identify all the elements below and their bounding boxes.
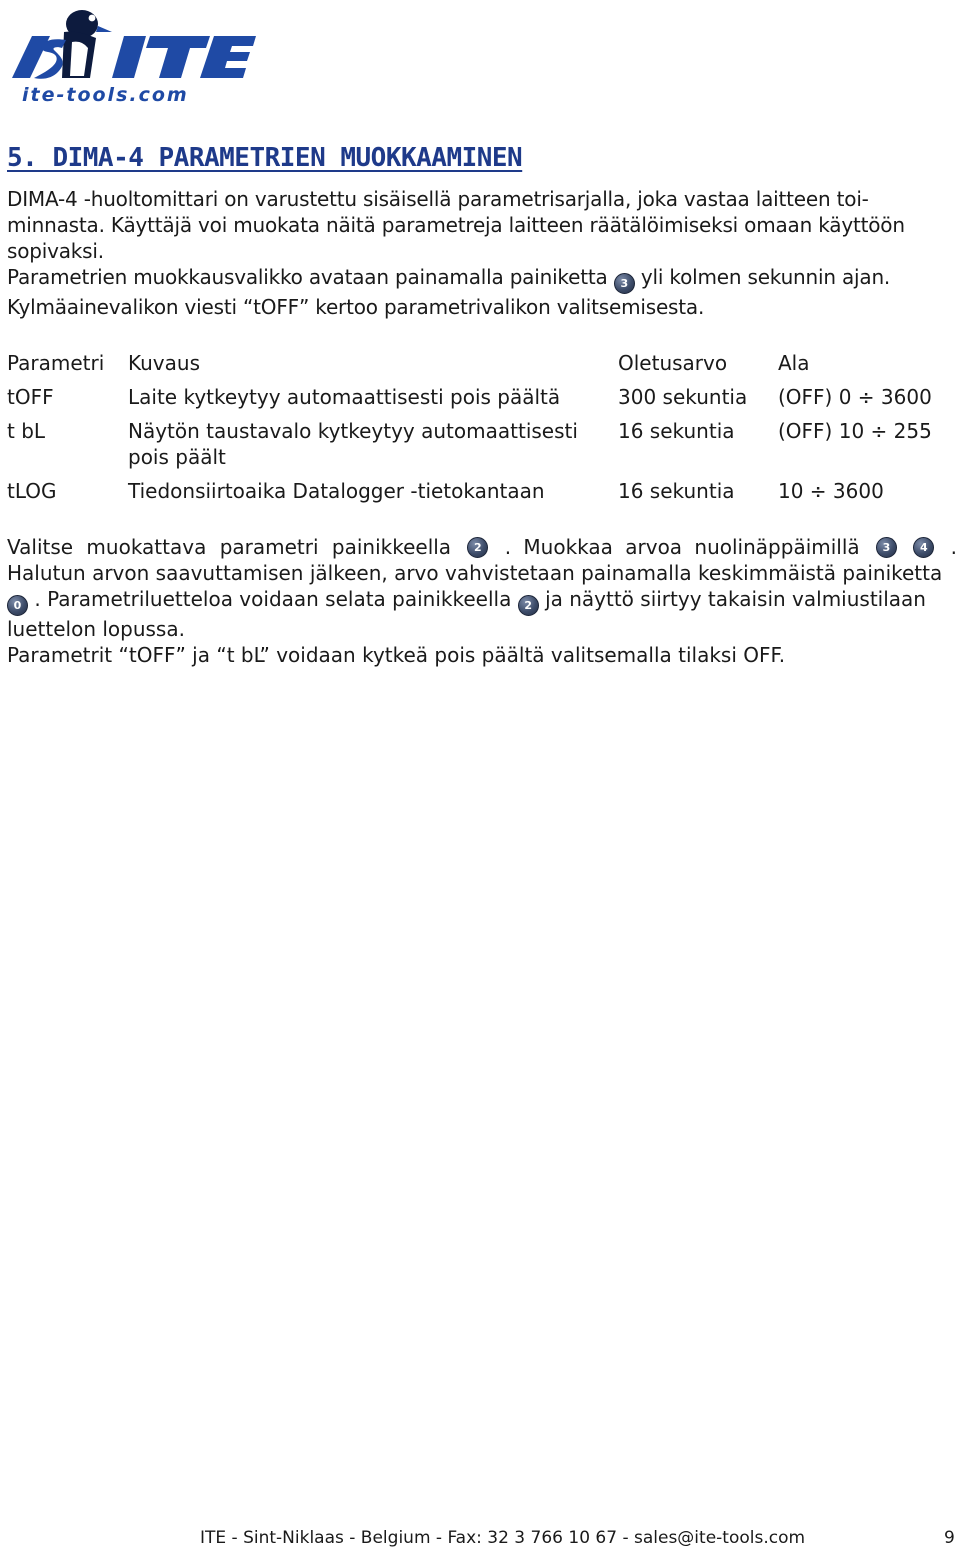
header-oletusarvo: Oletusarvo bbox=[618, 351, 728, 375]
logo-url: ite-tools.com bbox=[22, 84, 189, 106]
param-description: Laite kytkeytyy automaattisesti pois päältä bbox=[128, 385, 561, 409]
table-header-row bbox=[7, 350, 958, 384]
parameter-table bbox=[7, 350, 958, 512]
intro-line-4 bbox=[7, 264, 957, 294]
intro-line-4-start: Parametrien muokkausvalikko avataan painamalla painiketta bbox=[7, 265, 608, 289]
ite-logo-graphic bbox=[6, 2, 256, 86]
button-3-icon: 3 bbox=[876, 537, 897, 558]
param-description: Tiedonsiirtoaika Datalogger -tietokantaan bbox=[128, 479, 545, 503]
instructions-line-1-a: Valitse muokattava parametri painikkeella bbox=[7, 535, 452, 559]
button-0-icon: 0 bbox=[7, 595, 28, 616]
instructions-line-1 bbox=[7, 534, 957, 560]
param-range: (OFF) 0 ÷ 3600 bbox=[778, 385, 932, 409]
instructions-line-1-c: . bbox=[950, 535, 957, 559]
button-2-icon: 2 bbox=[467, 537, 488, 558]
table-row bbox=[7, 384, 958, 418]
instructions-paragraph bbox=[7, 534, 957, 668]
header-ala: Ala bbox=[778, 351, 810, 375]
instructions-line-1-b: . Muokkaa arvoa nuolinäppäimillä bbox=[504, 535, 860, 559]
param-name: t bL bbox=[7, 419, 46, 443]
button-2-icon: 2 bbox=[518, 595, 539, 616]
param-name: tLOG bbox=[7, 479, 57, 503]
intro-line-2: minnasta. Käyttäjä voi muokata näitä parametreja laitteen räätälöimiseksi omaan käyttöön bbox=[7, 213, 905, 237]
intro-line-4-end: yli kolmen sekunnin ajan. bbox=[640, 265, 891, 289]
header-kuvaus: Kuvaus bbox=[128, 351, 200, 375]
param-name: tOFF bbox=[7, 385, 54, 409]
page-footer: ITE - Sint-Niklaas - Belgium - Fax: 32 3 766 10 67 - sales@ite-tools.com bbox=[200, 1528, 806, 1548]
button-4-icon: 4 bbox=[913, 537, 934, 558]
param-default: 300 sekuntia bbox=[618, 385, 748, 409]
page-number: 9 bbox=[944, 1528, 955, 1548]
instructions-line-3 bbox=[7, 586, 957, 616]
param-default: 16 sekuntia bbox=[618, 479, 735, 503]
param-range: (OFF) 10 ÷ 255 bbox=[778, 419, 932, 443]
param-range: 10 ÷ 3600 bbox=[778, 479, 884, 503]
button-3-icon: 3 bbox=[614, 273, 635, 294]
intro-line-5: Kylmäainevalikon viesti “tOFF” kertoo parametrivalikon valitsemisesta. bbox=[7, 295, 705, 319]
instructions-line-3-b: ja näyttö siirtyy takaisin valmiustilaan bbox=[545, 587, 926, 611]
header-parametri: Parametri bbox=[7, 351, 105, 375]
intro-paragraph bbox=[7, 186, 957, 320]
instructions-line-2: Halutun arvon saavuttamisen jälkeen, arvo vahvistetaan painamalla keskimmäistä painiketta bbox=[7, 561, 943, 585]
instructions-line-4: luettelon lopussa. bbox=[7, 617, 185, 641]
instructions-line-5: Parametrit “tOFF” ja “t bL” voidaan kytkeä pois päältä valitsemalla tilaksi OFF. bbox=[7, 643, 786, 667]
param-default: 16 sekuntia bbox=[618, 419, 735, 443]
param-description: Näytön taustavalo kytkeytyy automaattisesti pois päält bbox=[128, 419, 578, 469]
table-row bbox=[7, 478, 958, 512]
intro-line-3: sopivaksi. bbox=[7, 239, 104, 263]
instructions-line-3-a: . Parametriluetteloa voidaan selata painikkeella bbox=[34, 587, 512, 611]
section-heading: 5. DIMA-4 PARAMETRIEN MUOKKAAMINEN bbox=[7, 143, 523, 173]
ite-logo bbox=[6, 2, 256, 106]
intro-line-1: DIMA-4 -huoltomittari on varustettu sisäisellä parametrisarjalla, joka vastaa laitteen toi- bbox=[7, 187, 869, 211]
table-row bbox=[7, 418, 958, 478]
